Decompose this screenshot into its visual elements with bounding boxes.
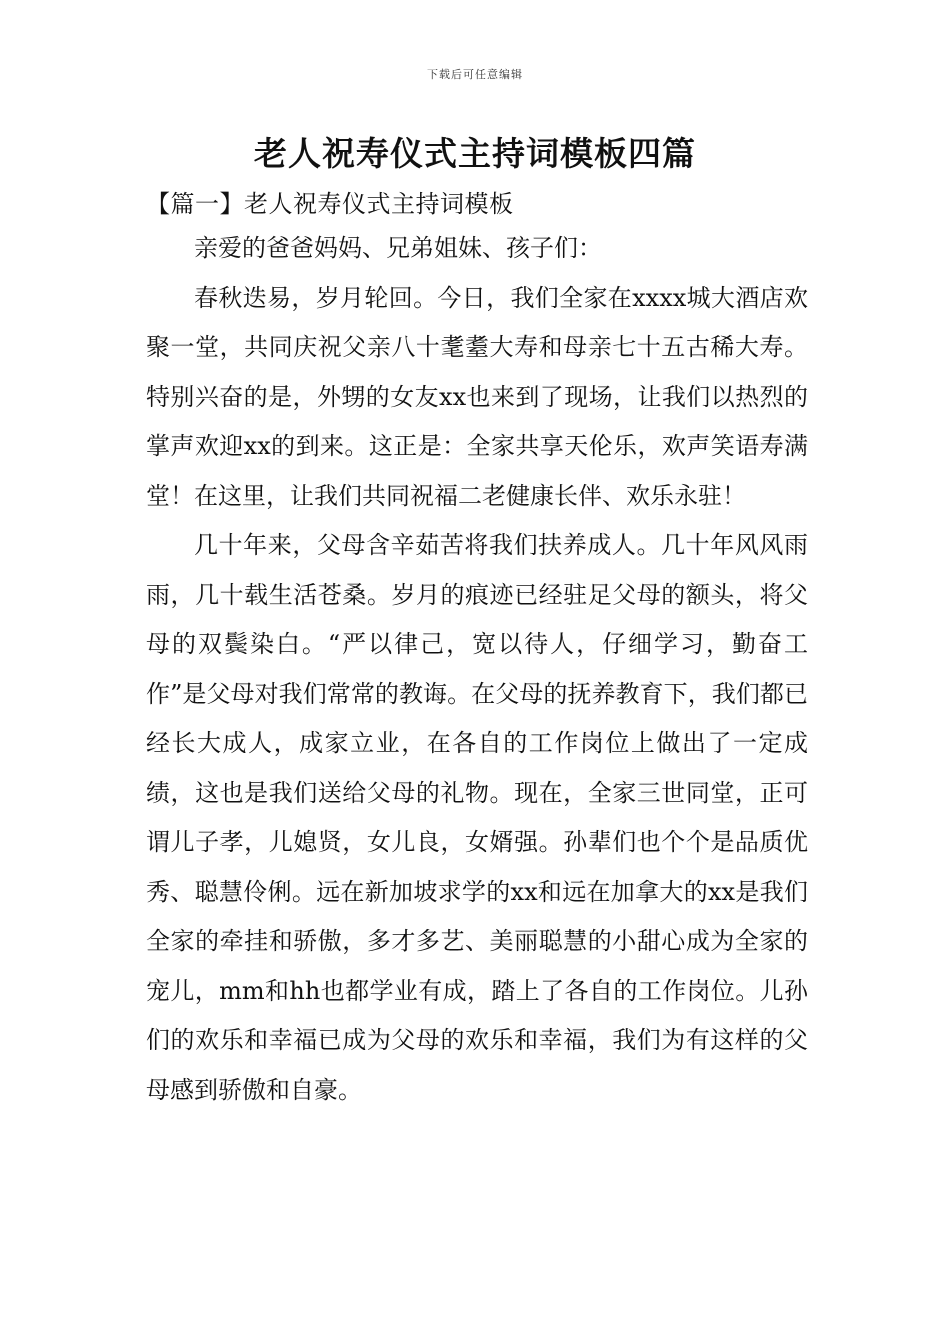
section-heading: 【篇一】老人祝寿仪式主持词模板 xyxy=(146,190,514,218)
document-body xyxy=(146,224,808,1115)
body-paragraph: 几十年来，父母含辛茹苦将我们扶养成人。几十年风风雨雨，几十载生活苍桑。岁月的痕迹已经驻足父母的额头，将父母的双鬓染白。“严以律己，宽以待人，仔细学习，勤奋工作”是父母对我们常常的教诲。在父母的抚养教育下，我们都已经长大成人，成家立业，在各自的工作岗位上做出了一定成绩，这也是我们送给父母的礼物。现在，全家三世同堂，正可谓儿子孝，儿媳贤，女儿良，女婿强。孙辈们也个个是品质优秀、聪慧伶俐。远在新加坡求学的xx和远在加拿大的xx是我们全家的牵挂和骄傲，多才多艺、美丽聪慧的小甜心成为全家的宠儿，mm和hh也都学业有成，踏上了各自的工作岗位。儿孙们的欢乐和幸福已成为父母的欢乐和幸福，我们为有这样的父母感到骄傲和自豪。 xyxy=(146,531,808,1104)
header-note: 下载后可任意编辑 xyxy=(427,68,523,81)
greeting-paragraph: 亲爱的爸爸妈妈、兄弟姐妹、孩子们： xyxy=(194,234,602,262)
body-paragraph: 春秋迭易，岁月轮回。今日，我们全家在xxxx城大酒店欢聚一堂，共同庆祝父亲八十耄耋大寿和母亲七十五古稀大寿。特别兴奋的是，外甥的女友xx也来到了现场，让我们以热烈的掌声欢迎xx的到来。这正是：全家共享天伦乐，欢声笑语寿满堂！在这里，让我们共同祝福二老健康长伴、欢乐永驻！ xyxy=(146,283,808,510)
document-title: 老人祝寿仪式主持词模板四篇 xyxy=(254,134,696,173)
